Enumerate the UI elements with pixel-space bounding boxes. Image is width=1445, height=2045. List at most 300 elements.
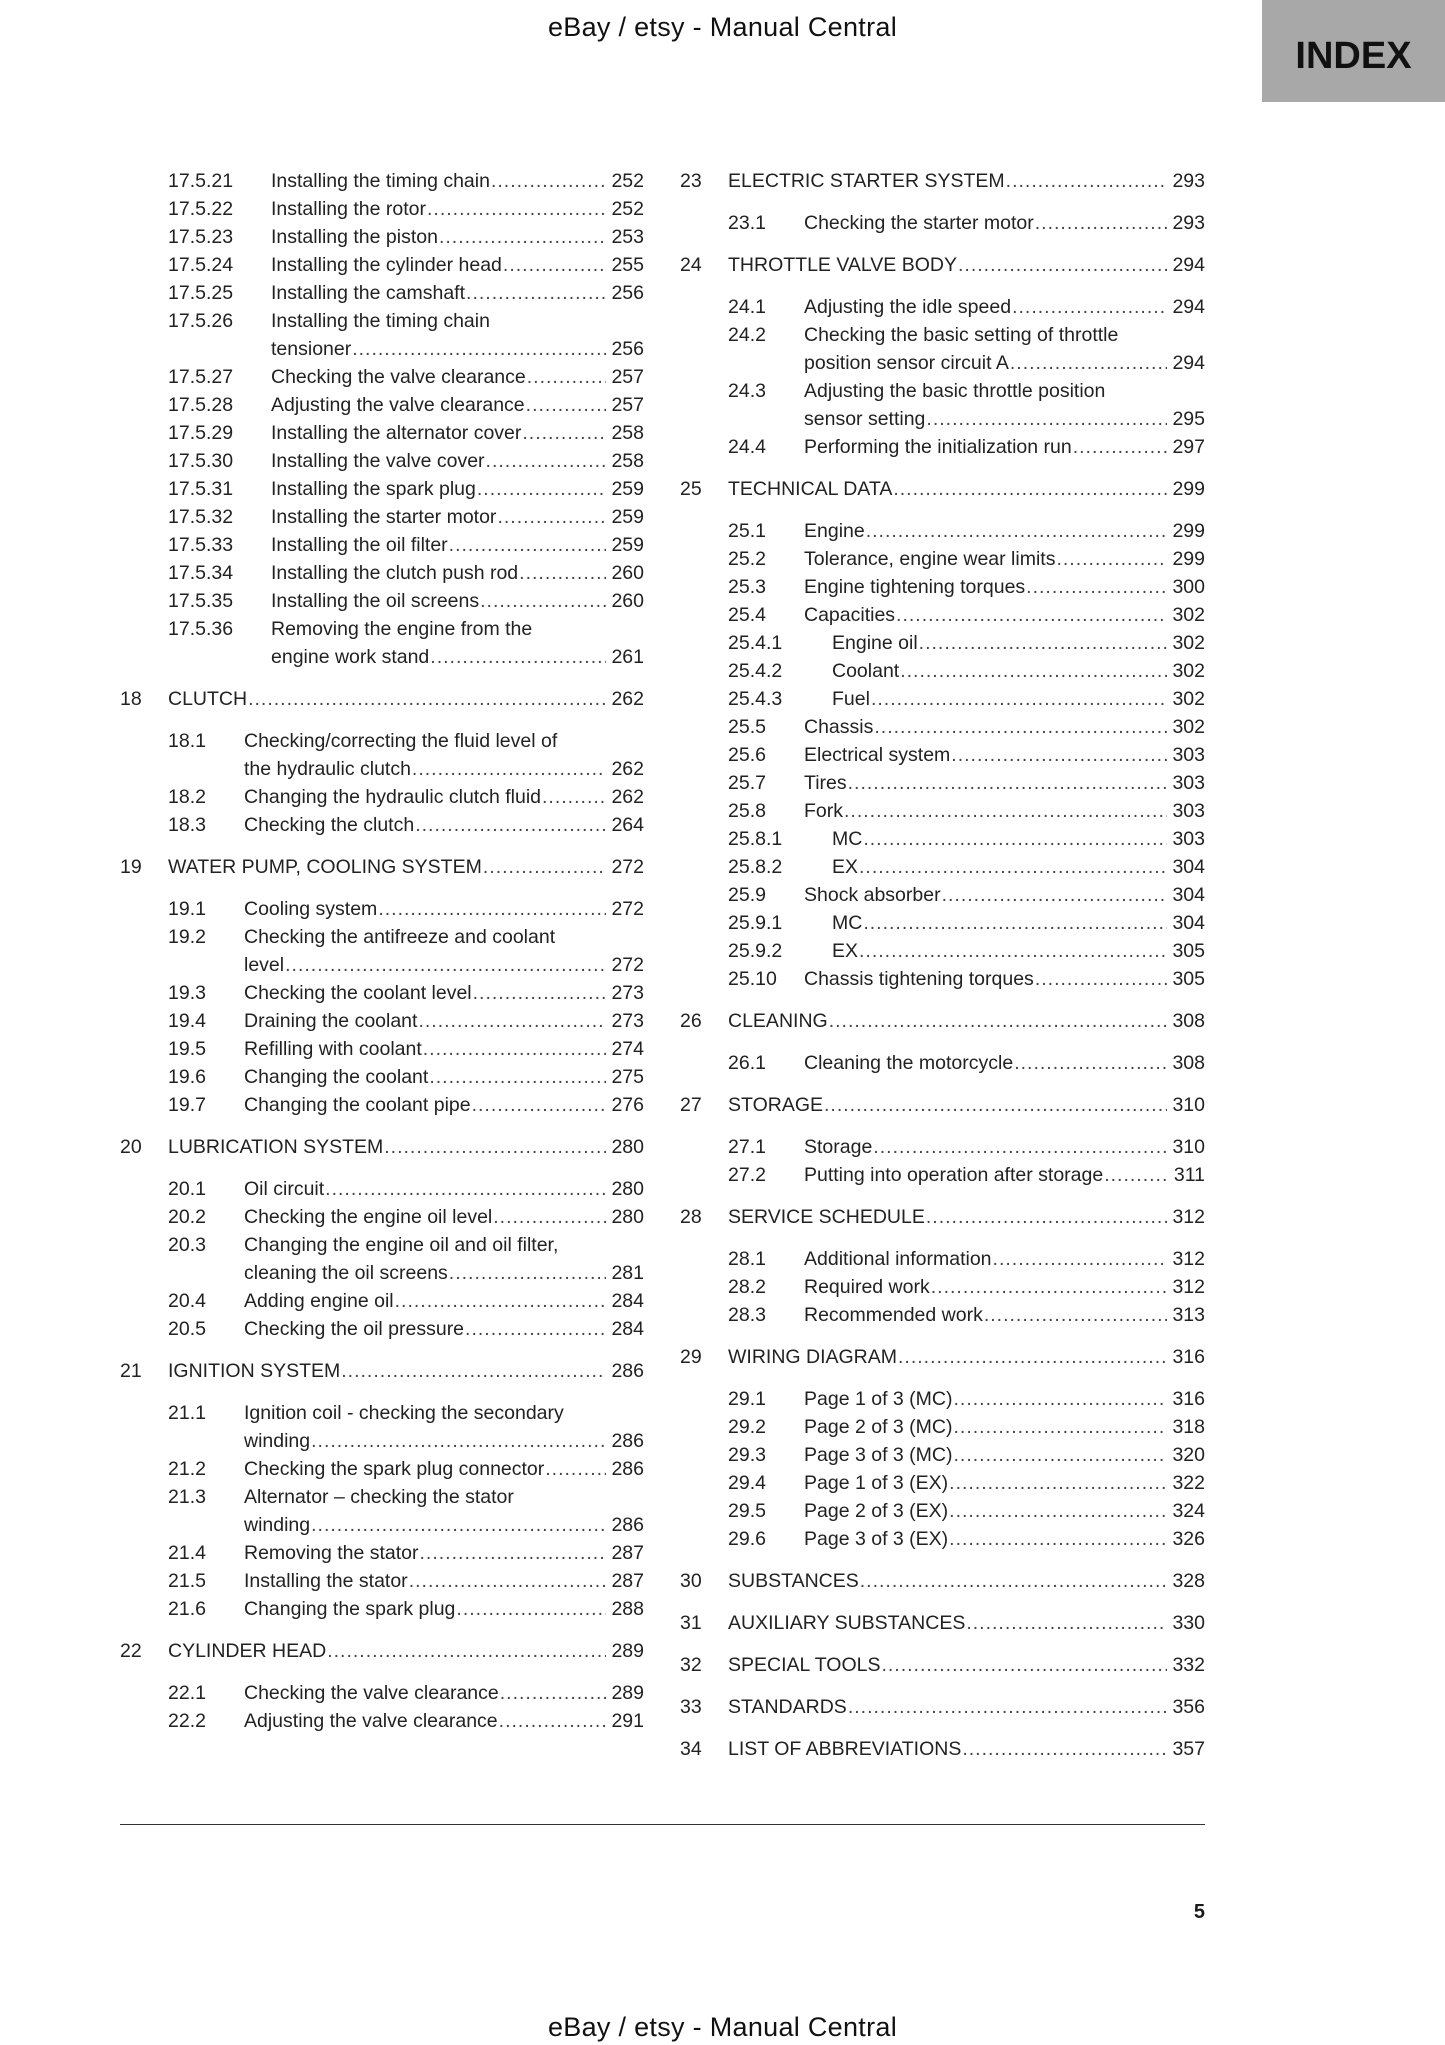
toc-entry-title: Putting into operation after storage bbox=[804, 1164, 1104, 1186]
toc-entry[interactable] bbox=[680, 1525, 1205, 1553]
toc-chapter-entry[interactable] bbox=[680, 167, 1205, 195]
toc-entry[interactable] bbox=[120, 1455, 644, 1483]
toc-entry[interactable] bbox=[680, 1301, 1205, 1329]
toc-entry[interactable] bbox=[680, 853, 1205, 881]
toc-entry[interactable] bbox=[120, 1175, 644, 1203]
dot-leader bbox=[942, 881, 1167, 909]
toc-entry-title: Tires bbox=[804, 772, 847, 794]
toc-entry[interactable] bbox=[120, 1707, 644, 1735]
dot-leader bbox=[873, 1133, 1167, 1161]
toc-chapter-entry[interactable] bbox=[680, 475, 1205, 503]
toc-entry-title: Installing the oil screens bbox=[271, 590, 480, 612]
toc-entry-title-line: Ignition coil - checking the secondary bbox=[244, 1402, 564, 1424]
toc-entry[interactable] bbox=[120, 1567, 644, 1595]
toc-entry[interactable] bbox=[680, 293, 1205, 321]
toc-entry[interactable] bbox=[120, 615, 644, 671]
toc-entry-number: 19.6 bbox=[168, 1066, 206, 1088]
toc-chapter-entry[interactable] bbox=[680, 1203, 1205, 1231]
toc-chapter-entry[interactable] bbox=[680, 1693, 1205, 1721]
toc-entry-title: Installing the cylinder head bbox=[271, 254, 502, 276]
toc-entry[interactable] bbox=[120, 1063, 644, 1091]
toc-entry[interactable] bbox=[680, 1133, 1205, 1161]
dot-leader bbox=[859, 937, 1167, 965]
dot-leader bbox=[951, 741, 1167, 769]
dot-leader bbox=[1012, 293, 1167, 321]
toc-entry-number: 20.5 bbox=[168, 1318, 206, 1340]
toc-entry-title: ELECTRIC STARTER SYSTEM bbox=[728, 170, 1005, 192]
toc-entry[interactable] bbox=[680, 1245, 1205, 1273]
dot-leader bbox=[497, 503, 606, 531]
toc-entry[interactable] bbox=[680, 713, 1205, 741]
toc-entry-title-line: Installing the timing chain bbox=[271, 310, 490, 332]
toc-entry-title: Storage bbox=[804, 1136, 873, 1158]
toc-entry[interactable] bbox=[120, 895, 644, 923]
toc-entry-title: Installing the alternator cover bbox=[271, 422, 522, 444]
toc-entry-number: 17.5.25 bbox=[168, 282, 234, 304]
toc-entry-page: 308 bbox=[1172, 1052, 1205, 1074]
toc-entry[interactable] bbox=[120, 559, 644, 587]
dot-leader bbox=[395, 1287, 606, 1315]
toc-entry[interactable] bbox=[120, 1315, 644, 1343]
toc-entry[interactable] bbox=[120, 1203, 644, 1231]
toc-entry-number: 29.6 bbox=[728, 1528, 766, 1550]
dot-leader bbox=[430, 643, 606, 671]
dot-leader bbox=[472, 1091, 606, 1119]
toc-entry[interactable] bbox=[680, 797, 1205, 825]
toc-chapter-entry[interactable] bbox=[120, 1133, 644, 1161]
dot-leader bbox=[378, 895, 606, 923]
toc-entry-number: 26 bbox=[680, 1010, 702, 1032]
toc-entry-title-line: Checking the antifreeze and coolant bbox=[244, 926, 556, 948]
toc-entry-page: 286 bbox=[611, 1430, 644, 1452]
toc-chapter-entry[interactable] bbox=[680, 1651, 1205, 1679]
toc-entry-title: Changing the spark plug bbox=[244, 1598, 456, 1620]
toc-chapter-entry[interactable] bbox=[680, 1567, 1205, 1595]
toc-entry[interactable] bbox=[680, 965, 1205, 993]
toc-entry-page: 289 bbox=[611, 1640, 644, 1662]
toc-entry-page: 289 bbox=[611, 1682, 644, 1704]
toc-entry-page: 258 bbox=[611, 422, 644, 444]
toc-entry-title: CLUTCH bbox=[168, 688, 248, 710]
toc-entry-title: Tolerance, engine wear limits bbox=[804, 548, 1056, 570]
toc-entry-page: 291 bbox=[611, 1710, 644, 1732]
dot-leader bbox=[824, 1091, 1167, 1119]
dot-leader bbox=[325, 1175, 606, 1203]
dot-leader bbox=[958, 251, 1167, 279]
dot-leader bbox=[966, 1609, 1167, 1637]
toc-chapter-entry[interactable] bbox=[120, 1637, 644, 1665]
toc-entry-number: 25.8.1 bbox=[728, 828, 783, 850]
toc-entry-number: 21 bbox=[120, 1360, 142, 1382]
toc-chapter-entry[interactable] bbox=[120, 685, 644, 713]
toc-chapter-entry[interactable] bbox=[680, 1343, 1205, 1371]
dot-leader bbox=[893, 475, 1167, 503]
toc-entry-page: 259 bbox=[611, 506, 644, 528]
toc-entry[interactable] bbox=[680, 545, 1205, 573]
toc-entry[interactable] bbox=[120, 783, 644, 811]
toc-entry[interactable] bbox=[120, 1091, 644, 1119]
toc-entry-page: 302 bbox=[1172, 716, 1205, 738]
toc-entry[interactable] bbox=[120, 1399, 644, 1455]
toc-entry-title: Adjusting the valve clearance bbox=[244, 1710, 498, 1732]
dot-leader bbox=[926, 1203, 1167, 1231]
toc-entry-title: Engine oil bbox=[832, 632, 918, 654]
toc-entry-title: Checking the valve clearance bbox=[271, 366, 526, 388]
toc-entry-number: 29.1 bbox=[728, 1388, 766, 1410]
toc-chapter-entry[interactable] bbox=[680, 1007, 1205, 1035]
toc-entry[interactable] bbox=[680, 321, 1205, 377]
toc-chapter-entry[interactable] bbox=[680, 1091, 1205, 1119]
toc-entry-title: Capacities bbox=[804, 604, 896, 626]
toc-entry[interactable] bbox=[120, 531, 644, 559]
dot-leader bbox=[949, 1525, 1167, 1553]
toc-entry-number: 20.2 bbox=[168, 1206, 206, 1228]
toc-entry-title: Installing the stator bbox=[244, 1570, 408, 1592]
toc-entry-page: 286 bbox=[611, 1514, 644, 1536]
toc-entry-title: Removing the stator bbox=[244, 1542, 419, 1564]
dot-leader bbox=[473, 979, 606, 1007]
toc-entry-number: 28 bbox=[680, 1206, 702, 1228]
toc-entry[interactable] bbox=[120, 307, 644, 363]
watermark-top: eBay / etsy - Manual Central bbox=[547, 12, 898, 42]
toc-chapter-entry[interactable] bbox=[680, 1735, 1205, 1763]
toc-entry-number: 25.8 bbox=[728, 800, 766, 822]
toc-entry[interactable] bbox=[120, 195, 644, 223]
toc-entry[interactable] bbox=[680, 629, 1205, 657]
toc-entry-page: 326 bbox=[1172, 1528, 1205, 1550]
toc-entry[interactable] bbox=[120, 1231, 644, 1287]
toc-entry-title: Installing the timing chain bbox=[271, 170, 490, 192]
toc-entry-page: 304 bbox=[1172, 912, 1205, 934]
toc-entry[interactable] bbox=[120, 419, 644, 447]
dot-leader bbox=[427, 195, 606, 223]
toc-entry-page: 288 bbox=[611, 1598, 644, 1620]
dot-leader bbox=[415, 811, 606, 839]
toc-chapter-entry[interactable] bbox=[680, 251, 1205, 279]
toc-entry[interactable] bbox=[120, 1007, 644, 1035]
toc-entry-page: 312 bbox=[1172, 1248, 1205, 1270]
toc-entry-number: 17.5.23 bbox=[168, 226, 234, 248]
dot-leader bbox=[1035, 209, 1167, 237]
toc-entry[interactable] bbox=[120, 1287, 644, 1315]
dot-leader bbox=[456, 1595, 606, 1623]
toc-entry-number: 20.3 bbox=[168, 1234, 206, 1256]
dot-leader bbox=[953, 1413, 1167, 1441]
toc-entry-number: 29.4 bbox=[728, 1472, 766, 1494]
toc-entry[interactable] bbox=[120, 475, 644, 503]
dot-leader bbox=[420, 1539, 606, 1567]
toc-entry-title: Coolant bbox=[832, 660, 900, 682]
toc-entry[interactable] bbox=[120, 923, 644, 979]
toc-entry-page: 284 bbox=[611, 1318, 644, 1340]
toc-entry-number: 25.4.3 bbox=[728, 688, 783, 710]
toc-entry-number: 17.5.33 bbox=[168, 534, 234, 556]
toc-entry[interactable] bbox=[120, 587, 644, 615]
toc-entry-number: 29.3 bbox=[728, 1444, 766, 1466]
toc-entry-page: 262 bbox=[611, 786, 644, 808]
toc-entry-page: 260 bbox=[611, 562, 644, 584]
toc-entry-number: 22.2 bbox=[168, 1710, 206, 1732]
toc-entry-number: 25.4 bbox=[728, 604, 766, 626]
toc-entry[interactable] bbox=[120, 1483, 644, 1539]
dot-leader bbox=[311, 1427, 606, 1455]
toc-entry-number: 23.1 bbox=[728, 212, 766, 234]
toc-entry-number: 17.5.30 bbox=[168, 450, 234, 472]
toc-entry-title: Page 2 of 3 (EX) bbox=[804, 1500, 949, 1522]
toc-entry-title: Page 1 of 3 (EX) bbox=[804, 1472, 949, 1494]
toc-entry-number: 29 bbox=[680, 1346, 702, 1368]
toc-entry-number: 25.5 bbox=[728, 716, 766, 738]
dot-leader bbox=[926, 405, 1167, 433]
toc-entry-page: 287 bbox=[611, 1542, 644, 1564]
toc-entry-page: 302 bbox=[1172, 660, 1205, 682]
toc-entry[interactable] bbox=[680, 1161, 1205, 1189]
toc-entry-page: 273 bbox=[611, 1010, 644, 1032]
toc-entry[interactable] bbox=[680, 685, 1205, 713]
toc-entry-page: 308 bbox=[1172, 1010, 1205, 1032]
dot-leader bbox=[829, 1007, 1167, 1035]
toc-entry[interactable] bbox=[680, 769, 1205, 797]
toc-entry[interactable] bbox=[120, 811, 644, 839]
toc-entry-title-line: Checking the basic setting of throttle bbox=[804, 324, 1119, 346]
toc-entry-page: 255 bbox=[611, 254, 644, 276]
toc-entry-page: 294 bbox=[1172, 254, 1205, 276]
toc-entry-page: 310 bbox=[1172, 1136, 1205, 1158]
toc-entry-page: 259 bbox=[611, 478, 644, 500]
dot-leader bbox=[900, 657, 1167, 685]
toc-entry[interactable] bbox=[680, 573, 1205, 601]
toc-entry-number: 20.1 bbox=[168, 1178, 206, 1200]
toc-right-column bbox=[680, 167, 1205, 1777]
dot-leader bbox=[1104, 1161, 1167, 1189]
toc-entry[interactable] bbox=[680, 1049, 1205, 1077]
toc-entry-page: 316 bbox=[1172, 1346, 1205, 1368]
toc-entry-page: 299 bbox=[1172, 548, 1205, 570]
toc-entry[interactable] bbox=[120, 727, 644, 783]
toc-entry-title: STANDARDS bbox=[728, 1696, 847, 1718]
toc-chapter-entry[interactable] bbox=[120, 853, 644, 881]
toc-entry-page: 272 bbox=[611, 898, 644, 920]
toc-entry-number: 19.3 bbox=[168, 982, 206, 1004]
toc-entry-title: Changing the hydraulic clutch fluid bbox=[244, 786, 542, 808]
watermark-bottom: eBay / etsy - Manual Central bbox=[547, 2012, 898, 2042]
dot-leader bbox=[465, 1315, 606, 1343]
dot-leader bbox=[327, 1637, 606, 1665]
toc-entry[interactable] bbox=[120, 1679, 644, 1707]
toc-entry-number: 19.4 bbox=[168, 1010, 206, 1032]
toc-entry-title: Draining the coolant bbox=[244, 1010, 418, 1032]
toc-entry-page: 252 bbox=[611, 198, 644, 220]
toc-entry-title: Installing the piston bbox=[271, 226, 438, 248]
toc-entry-page: 294 bbox=[1172, 352, 1205, 374]
dot-leader bbox=[863, 825, 1167, 853]
toc-entry[interactable] bbox=[680, 601, 1205, 629]
toc-entry-number: 18.1 bbox=[168, 730, 206, 752]
toc-entry-page: 332 bbox=[1172, 1654, 1205, 1676]
toc-entry-title: Installing the camshaft bbox=[271, 282, 466, 304]
dot-leader bbox=[429, 1063, 606, 1091]
toc-entry-number: 25.1 bbox=[728, 520, 766, 542]
index-tab[interactable]: INDEX bbox=[1262, 0, 1445, 102]
toc-entry[interactable] bbox=[680, 1413, 1205, 1441]
toc-entry-number: 25.2 bbox=[728, 548, 766, 570]
dot-leader bbox=[341, 1357, 606, 1385]
toc-entry-title: Installing the valve cover bbox=[271, 450, 485, 472]
toc-entry[interactable] bbox=[120, 363, 644, 391]
toc-entry-page: 320 bbox=[1172, 1444, 1205, 1466]
toc-entry-number: 18 bbox=[120, 688, 142, 710]
toc-entry-page: 258 bbox=[611, 450, 644, 472]
dot-leader bbox=[499, 1707, 606, 1735]
toc-entry[interactable] bbox=[680, 657, 1205, 685]
toc-entry[interactable] bbox=[120, 167, 644, 195]
toc-entry[interactable] bbox=[680, 1441, 1205, 1469]
toc-entry-title: Engine tightening torques bbox=[804, 576, 1026, 598]
dot-leader bbox=[522, 419, 606, 447]
toc-entry[interactable] bbox=[120, 279, 644, 307]
toc-entry-title: AUXILIARY SUBSTANCES bbox=[728, 1612, 966, 1634]
toc-entry[interactable] bbox=[680, 209, 1205, 237]
toc-entry-title: Page 3 of 3 (MC) bbox=[804, 1444, 953, 1466]
toc-entry-page: 264 bbox=[611, 814, 644, 836]
toc-entry[interactable] bbox=[120, 223, 644, 251]
toc-entry-page: 318 bbox=[1172, 1416, 1205, 1438]
toc-entry[interactable] bbox=[120, 251, 644, 279]
toc-entry-page: 303 bbox=[1172, 828, 1205, 850]
toc-entry-number: 25 bbox=[680, 478, 702, 500]
dot-leader bbox=[953, 1385, 1167, 1413]
toc-entry-title: Installing the spark plug bbox=[271, 478, 476, 500]
toc-entry-page: 316 bbox=[1172, 1388, 1205, 1410]
dot-leader bbox=[439, 223, 606, 251]
dot-leader bbox=[542, 783, 606, 811]
toc-entry-number: 25.9 bbox=[728, 884, 766, 906]
toc-entry[interactable] bbox=[680, 1273, 1205, 1301]
toc-entry[interactable] bbox=[680, 741, 1205, 769]
toc-entry-title: sensor setting bbox=[804, 408, 926, 430]
toc-entry-number: 17.5.35 bbox=[168, 590, 234, 612]
dot-leader bbox=[493, 1203, 606, 1231]
toc-entry-title: STORAGE bbox=[728, 1094, 823, 1116]
toc-entry[interactable] bbox=[120, 447, 644, 475]
toc-entry-title: EX bbox=[832, 856, 859, 878]
toc-entry[interactable] bbox=[680, 1497, 1205, 1525]
toc-entry-page: 262 bbox=[611, 688, 644, 710]
toc-entry-title-line: Checking/correcting the fluid level of bbox=[244, 730, 558, 752]
toc-entry-title-line: Removing the engine from the bbox=[271, 618, 533, 640]
toc-chapter-entry[interactable] bbox=[680, 1609, 1205, 1637]
toc-entry-title: winding bbox=[244, 1514, 311, 1536]
toc-entry-number: 32 bbox=[680, 1654, 702, 1676]
toc-entry-number: 24.2 bbox=[728, 324, 766, 346]
toc-entry-number: 19 bbox=[120, 856, 142, 878]
toc-entry-page: 273 bbox=[611, 982, 644, 1004]
dot-leader bbox=[500, 1679, 606, 1707]
toc-entry-title: WATER PUMP, COOLING SYSTEM bbox=[168, 856, 482, 878]
toc-entry-page: 293 bbox=[1172, 212, 1205, 234]
dot-leader bbox=[863, 909, 1167, 937]
toc-entry-number: 29.5 bbox=[728, 1500, 766, 1522]
toc-entry[interactable] bbox=[680, 433, 1205, 461]
toc-entry-title: CYLINDER HEAD bbox=[168, 1640, 327, 1662]
dot-leader bbox=[993, 1245, 1167, 1273]
toc-entry[interactable] bbox=[680, 825, 1205, 853]
dot-leader bbox=[848, 769, 1167, 797]
dot-leader bbox=[526, 391, 606, 419]
toc-entry[interactable] bbox=[680, 909, 1205, 937]
toc-entry[interactable] bbox=[120, 391, 644, 419]
dot-leader bbox=[871, 685, 1167, 713]
toc-entry-number: 25.3 bbox=[728, 576, 766, 598]
toc-entry-title: Installing the starter motor bbox=[271, 506, 497, 528]
toc-entry[interactable] bbox=[120, 1035, 644, 1063]
toc-entry-number: 17.5.34 bbox=[168, 562, 234, 584]
toc-entry-title: Installing the oil filter bbox=[271, 534, 448, 556]
dot-leader bbox=[285, 951, 606, 979]
toc-entry-title: Required work bbox=[804, 1276, 930, 1298]
toc-chapter-entry[interactable] bbox=[120, 1357, 644, 1385]
toc-entry[interactable] bbox=[680, 1469, 1205, 1497]
dot-leader bbox=[962, 1735, 1167, 1763]
toc-entry-number: 19.2 bbox=[168, 926, 206, 948]
toc-entry[interactable] bbox=[680, 377, 1205, 433]
toc-entry-title: TECHNICAL DATA bbox=[728, 478, 893, 500]
toc-entry-title: Checking the clutch bbox=[244, 814, 415, 836]
toc-entry-number: 17.5.28 bbox=[168, 394, 234, 416]
toc-entry-title: Adjusting the idle speed bbox=[804, 296, 1012, 318]
toc-entry-page: 275 bbox=[611, 1066, 644, 1088]
toc-entry[interactable] bbox=[120, 1539, 644, 1567]
dot-leader bbox=[931, 1273, 1167, 1301]
toc-entry-number: 25.9.2 bbox=[728, 940, 783, 962]
toc-entry-title: LIST OF ABBREVIATIONS bbox=[728, 1738, 962, 1760]
toc-entry-number: 21.5 bbox=[168, 1570, 206, 1592]
toc-entry-title: Electrical system bbox=[804, 744, 951, 766]
dot-leader bbox=[1026, 573, 1167, 601]
toc-entry-number: 28.2 bbox=[728, 1276, 766, 1298]
dot-leader bbox=[483, 853, 606, 881]
toc-entry[interactable] bbox=[680, 1385, 1205, 1413]
toc-entry-number: 24.1 bbox=[728, 296, 766, 318]
dot-leader bbox=[844, 797, 1167, 825]
toc-entry-number: 17.5.21 bbox=[168, 170, 234, 192]
dot-leader bbox=[919, 629, 1167, 657]
toc-entry-number: 27 bbox=[680, 1094, 702, 1116]
toc-entry-title: MC bbox=[832, 828, 863, 850]
toc-entry-page: 322 bbox=[1172, 1472, 1205, 1494]
toc-entry-number: 33 bbox=[680, 1696, 702, 1718]
toc-entry-number: 28.1 bbox=[728, 1248, 766, 1270]
toc-entry[interactable] bbox=[680, 881, 1205, 909]
dot-leader bbox=[1035, 965, 1167, 993]
toc-entry[interactable] bbox=[680, 517, 1205, 545]
toc-entry[interactable] bbox=[680, 937, 1205, 965]
toc-entry-title: SERVICE SCHEDULE bbox=[728, 1206, 925, 1228]
toc-entry-page: 302 bbox=[1172, 604, 1205, 626]
dot-leader bbox=[384, 1133, 606, 1161]
toc-entry[interactable] bbox=[120, 1595, 644, 1623]
toc-entry-number: 24 bbox=[680, 254, 702, 276]
dot-leader bbox=[519, 559, 606, 587]
toc-entry-page: 259 bbox=[611, 534, 644, 556]
toc-entry[interactable] bbox=[120, 503, 644, 531]
toc-entry-number: 25.7 bbox=[728, 772, 766, 794]
page-number: 5 bbox=[1193, 1901, 1205, 1923]
toc-entry-page: 274 bbox=[611, 1038, 644, 1060]
toc-entry-page: 286 bbox=[611, 1458, 644, 1480]
toc-entry-title: the hydraulic clutch bbox=[244, 758, 411, 780]
toc-entry[interactable] bbox=[120, 979, 644, 1007]
